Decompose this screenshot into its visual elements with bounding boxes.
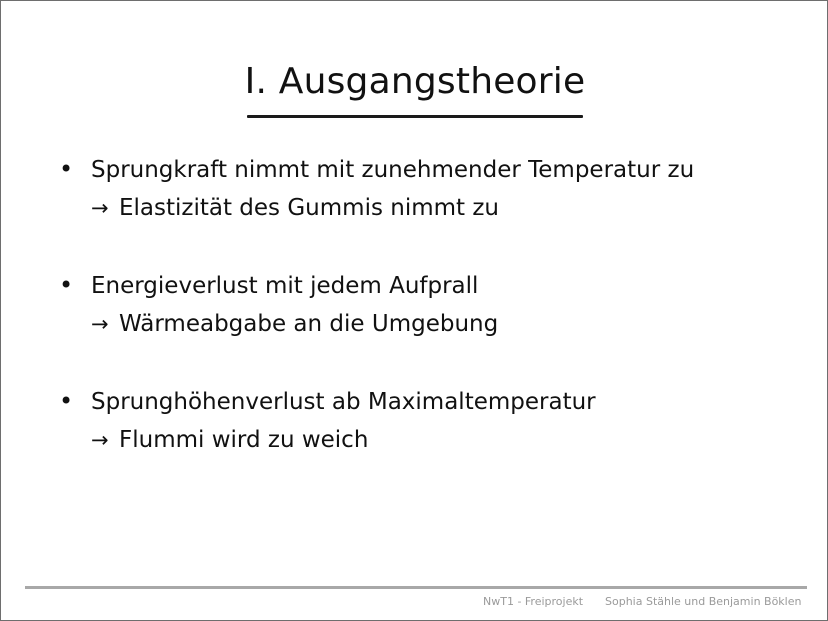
bullet-text: Sprunghöhenverlust ab Maximaltemperatur — [91, 389, 596, 415]
bullet-subtext-label: Wärmeabgabe an die Umgebung — [119, 311, 499, 337]
bullet-item — [59, 267, 819, 343]
footer-course: NwT1 - Freiprojekt — [483, 595, 584, 608]
slide-title: I. Ausgangstheorie — [244, 61, 586, 102]
footer-authors: Sophia Stähle und Benjamin Böklen — [605, 595, 802, 608]
bullet-subtext-label: Elastizität des Gummis nimmt zu — [119, 195, 500, 221]
bullet-subtext-label: Flummi wird zu weich — [119, 427, 369, 453]
bullet-item — [59, 151, 819, 227]
bullet-subtext — [91, 421, 819, 459]
bullet-text: Energieverlust mit jedem Aufprall — [91, 273, 479, 299]
arrow-right-icon: → — [91, 196, 109, 220]
bullet-list — [59, 151, 819, 499]
bullet-subtext — [91, 189, 819, 227]
bullet-dot-icon: • — [59, 271, 74, 299]
bullet-dot-icon: • — [59, 387, 74, 415]
arrow-right-icon: → — [91, 312, 109, 336]
bullet-dot-icon: • — [59, 155, 74, 183]
arrow-right-icon: → — [91, 428, 109, 452]
bullet-subtext — [91, 305, 819, 343]
bullet-item — [59, 383, 819, 459]
title-underline — [247, 115, 583, 118]
footer-divider — [25, 586, 807, 589]
bullet-text: Sprungkraft nimmt mit zunehmender Temperatur zu — [91, 157, 695, 183]
